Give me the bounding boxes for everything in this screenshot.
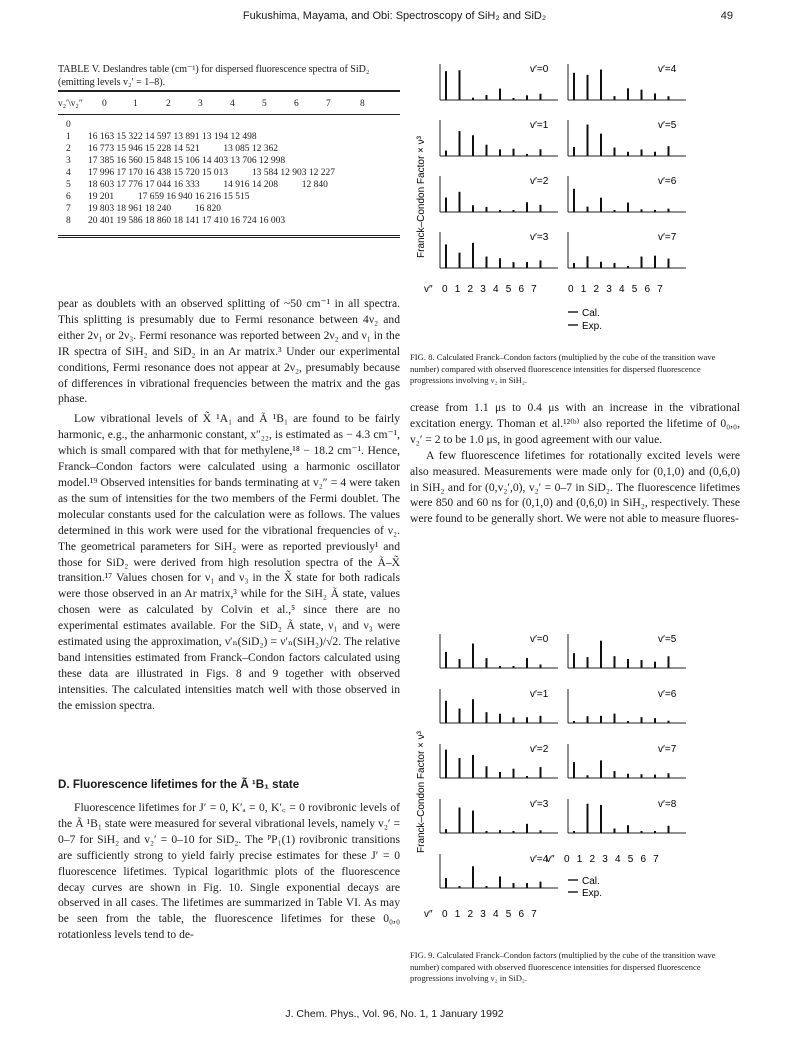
figure-9 — [410, 628, 750, 923]
table-row: 4 17 996 17 170 16 438 15 720 15 013 13 584 12 903 12 227 — [66, 168, 335, 178]
col-header: 0 — [102, 99, 107, 109]
fig8-legend-exp: Exp. — [582, 321, 603, 332]
figure-8 — [410, 58, 750, 348]
paragraph: Low vibrational levels of X̃ ¹A₁ and Ã ¹B₁ are found to be fairly harmonic, e.g., the anharmonic constant, x″₂₂, is estimated as − 4.3 cm⁻¹, which is small compared with that for methylene,¹⁸ − 18.2 cm⁻¹. Hence, Franck–Condon factors were calculated using a harmonic oscillator model.¹⁹ Observed intensities for bands terminating at v₂″ = 4 were taken as the sum of intensities for the two members of the Fermi doublet. The molecular constants used for the calculation were as follows. The values determined in this work were used for the vibrational frequencies of ν₂. The geometrical parameters for SiH₂ were as reported previously¹ and those for SiD₂ were derived from high resolution spectra of the Ã–X̃ transition.¹⁷ Values chosen for ν₁ and ν₃ in the X̃ state for both radicals were those observed in an Ar matrix,³ while for the SiH₂ Ã state, values chosen were as calculated by Colvin et al.,⁵ since there are no experimental estimates available. For the SiD₂ Ã state, ν₁ and ν₃ were estimated using the approximation, ν′ₙ(SiD₂) = ν′ₙ(SiH₂)/√2. The relative band intensities estimated from Franck–Condon factors calculated using these data are illustrated in Figs. 8 and 9 together with observed intensities. The calculated intensities match well with those observed in the emission spectra. — [58, 412, 400, 712]
col-header: 7 — [326, 99, 331, 109]
table-row: 0 — [66, 120, 71, 130]
table-row: 2 16 773 15 946 15 228 14 521 13 085 12 362 — [66, 144, 278, 154]
col-header: 2 — [166, 99, 171, 109]
page-footer: J. Chem. Phys., Vol. 96, No. 1, 1 January 1992 — [285, 1008, 504, 1020]
panel-label: v′=2 — [530, 744, 549, 755]
panel-label: v′=0 — [530, 634, 549, 645]
left-body-part2 — [58, 800, 400, 943]
col-header: 4 — [230, 99, 235, 109]
deslandres-table — [58, 90, 400, 238]
col-header: 8 — [360, 99, 365, 109]
paragraph: pear as doublets with an observed splitting of ~50 cm⁻¹ in all spectra. This splitting is presumably due to Fermi resonance between 4ν₂ and either 2ν₁ or 2ν₃. Fermi resonance was reported between 2ν₂ and ν₁ in the IR spectra of SiH₂ and SiD₂ in an Ar matrix.³ Under our experimental conditions, Fermi resonance does not appear at 2ν₂, presumably because of differences in vibrational frequencies between the matrix and the gas phase. — [58, 297, 400, 406]
table-row: 8 20 401 19 586 18 860 18 141 17 410 16 724 16 003 — [66, 216, 286, 226]
panel-label: v′=7 — [658, 232, 677, 243]
table-top-rule — [58, 90, 400, 92]
panel-label: v′=1 — [530, 689, 549, 700]
col-header: 5 — [262, 99, 267, 109]
col-header: 1 — [133, 99, 138, 109]
panel-label: v′=5 — [658, 634, 677, 645]
fig8-axis-numbers-right: 0 1 2 3 4 5 6 7 — [568, 284, 665, 295]
panel-label: v′=2 — [530, 176, 549, 187]
col-header: 6 — [294, 99, 299, 109]
fig9-legend-exp: Exp. — [582, 888, 603, 899]
left-body-part1 — [58, 296, 400, 714]
figure-9-caption: FIG. 9. Calculated Franck–Condon factors (multiplied by the cube of the transition wave number) compared with observed fluorescence intensities for dispersed fluorescence progressions involving ν₂ in SiD₂. — [410, 950, 716, 983]
table-corner-label: v₂′\v₂″ — [58, 99, 83, 109]
table-row: 3 17 385 16 560 15 848 15 106 14 403 13 706 12 998 — [66, 156, 286, 166]
right-body — [410, 400, 740, 527]
fig8-legend-cal: Cal. — [582, 308, 600, 319]
panel-label: v′=4 — [530, 854, 549, 865]
paragraph: A few fluorescence lifetimes for rotationally excited levels were also measured. Measurements were made only for (0,1,0) and (0,6,0) in SiH₂ and for (0,v₂′,0), v₂′ = 0–7 in SiD₂. The fluorescence lifetimes were 850 and 60 ns for (0,1,0) and (0,6,0) in SiH₂, respectively. These were found to be generally short. We were not able to measure fluores- — [410, 448, 740, 526]
fig9-axis-prefix-left: v″ — [424, 909, 433, 920]
panel-label: v′=6 — [658, 176, 677, 187]
fig9-axis-numbers-left: 0 1 2 3 4 5 6 7 — [442, 909, 539, 920]
table-row: 1 16 163 15 322 14 597 13 891 13 194 12 498 — [66, 132, 257, 142]
fig9-axis-prefix-right: v″ — [546, 854, 555, 865]
page-number: 49 — [720, 10, 733, 22]
table-caption: TABLE V. Deslandres table (cm⁻¹) for dispersed fluorescence spectra of SiD₂ (emitting levels v₂′ = 1–8). — [58, 64, 370, 88]
panel-label: v′=1 — [530, 120, 549, 131]
fig9-axis-numbers-right: 0 1 2 3 4 5 6 7 — [564, 854, 661, 865]
panel-label: v′=6 — [658, 689, 677, 700]
fig8-axis-prefix: v″ — [424, 284, 433, 295]
table-header-row — [58, 98, 400, 114]
running-title: Fukushima, Mayama, and Obi: Spectroscopy of SiH₂ and SiD₂ — [242, 10, 547, 22]
col-header: 3 — [198, 99, 203, 109]
fig8-ylabel: Franck–Condon Factor × ν³ — [416, 136, 427, 258]
table-header-rule — [58, 114, 400, 115]
paragraph: crease from 1.1 μs to 0.4 μs with an increase in the vibrational excitation energy. Thoman et al.¹²⁽ᵇ⁾ also reported the lifetime of 0₀,₀, v₂′ = 2 to be 1.0 μs, in good agreement with our value. — [410, 401, 740, 446]
table-bottom-rule — [58, 235, 400, 238]
panel-label: v′=5 — [658, 120, 677, 131]
fig9-legend-cal: Cal. — [582, 876, 600, 887]
fig8-axis-numbers-left: 0 1 2 3 4 5 6 7 — [442, 284, 539, 295]
figure-8-caption: FIG. 8. Calculated Franck–Condon factors (multiplied by the cube of the transition wave number) compared with observed fluorescence intensities for dispersed fluorescence progressions involving ν₂ in SiH₂. — [410, 352, 716, 385]
panel-label: v′=7 — [658, 744, 677, 755]
section-heading: D. Fluorescence lifetimes for the Ã ¹B₁ state — [58, 778, 300, 791]
table-row: 5 18 603 17 776 17 044 16 333 14 916 14 208 12 840 — [66, 180, 328, 190]
panel-label: v′=8 — [658, 799, 677, 810]
panel-label: v′=3 — [530, 232, 549, 243]
panel-label: v′=4 — [658, 64, 677, 75]
table-row: 6 19 201 17 659 16 940 16 216 15 515 — [66, 192, 250, 202]
paragraph: Fluorescence lifetimes for J′ = 0, K′ₐ = 0, K′꜀ = 0 rovibronic levels of the Ã ¹B₁ state were measured for several vibrational levels, namely v₂′ = 0–7 for SiH₂ and v₂′ = 0–10 for SiD₂. The ᴾP₁(1) rovibronic transitions are sufficiently strong to yield fairly precise estimates for these J′ = 0 fluorescence lifetimes. Typical logarithmic plots of the fluorescence decay curves are shown in Fig. 10. Single exponential decays are observed in all cases. The lifetimes are summarized in Table VI. As may be seen from the table, the fluorescence lifetimes for these 0₀,₀ rotationless levels tend to de- — [58, 801, 400, 942]
panel-label: v′=0 — [530, 64, 549, 75]
panel-label: v′=3 — [530, 799, 549, 810]
table-row: 7 19 803 18 961 18 240 16 820 — [66, 204, 221, 214]
fig9-ylabel: Franck–Condon Factor × ν³ — [416, 731, 427, 853]
